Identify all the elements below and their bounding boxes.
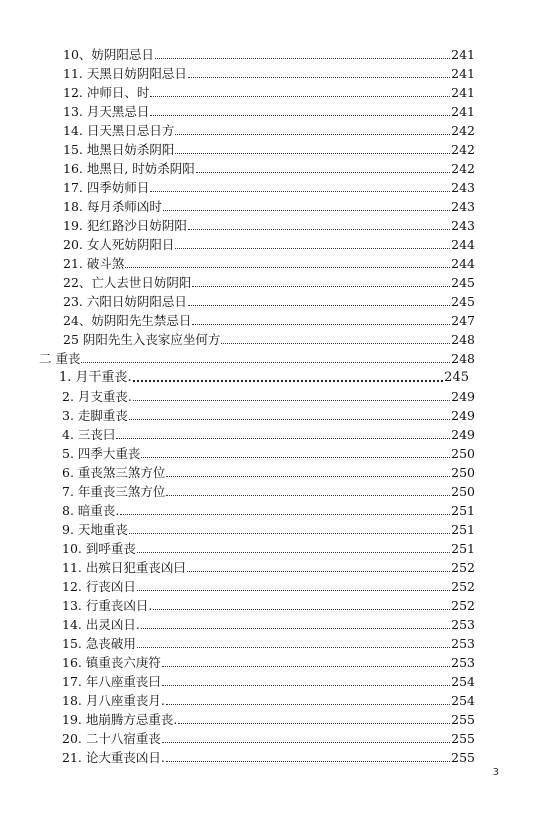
toc-entry-page: 247 [451, 313, 475, 328]
dot-leader [162, 666, 450, 667]
toc-entry[interactable] [62, 462, 475, 480]
toc-entry-page: 255 [451, 731, 475, 746]
toc-entry-title: 12. 行丧凶日 [62, 579, 136, 594]
toc-entry-page: 250 [451, 446, 475, 461]
dot-leader [137, 552, 450, 553]
dot-leader [133, 400, 450, 401]
toc-entry[interactable] [63, 158, 475, 176]
toc-entry-page: 254 [451, 693, 475, 708]
toc-entry-title: 19. 地崩腾方忌重丧. [62, 712, 178, 727]
dot-leader [150, 96, 450, 97]
dot-leader [166, 495, 450, 496]
toc-entry[interactable] [62, 424, 475, 442]
toc-entry-page: 244 [451, 237, 475, 252]
dot-leader [150, 191, 450, 192]
toc-entry-page: 251 [451, 522, 475, 537]
toc-entry-title: 21. 破斗煞 [63, 256, 125, 271]
toc-entry[interactable] [62, 538, 475, 556]
toc-entry[interactable] [62, 386, 475, 404]
toc-entry-page: 252 [451, 579, 475, 594]
dot-leader [175, 153, 450, 154]
page-number: 3 [492, 767, 499, 778]
dot-leader [221, 343, 450, 344]
toc-entry-page: 255 [451, 750, 475, 765]
toc-entry-page: 241 [451, 85, 475, 100]
toc-entry[interactable] [62, 405, 475, 423]
toc-entry[interactable] [62, 671, 475, 689]
toc-entry[interactable] [62, 443, 475, 461]
dot-leader [120, 514, 450, 515]
dot-leader [137, 590, 450, 591]
dot-leader [166, 704, 450, 705]
toc-entry-title: 4. 三丧曰 [62, 427, 116, 442]
toc-entry[interactable] [62, 519, 475, 537]
dot-leader [188, 229, 450, 230]
toc-entry-page: 248 [451, 351, 475, 366]
toc-entry[interactable] [63, 196, 475, 214]
toc-entry-title: 12. 冲师日、时 [63, 85, 150, 100]
toc-entry-page: 241 [451, 47, 475, 62]
toc-entry[interactable] [62, 614, 475, 632]
toc-entry-title: 6. 重丧煞三煞方位 [62, 465, 166, 480]
toc-entry-title: 18. 月八座重丧月. [62, 693, 165, 708]
toc-entry-page: 255 [451, 712, 475, 727]
toc-entry-page: 248 [451, 332, 475, 347]
toc-entry-title: 25 阴阳先生入丧家应坐何方 [63, 332, 221, 347]
toc-entry[interactable] [62, 652, 475, 670]
dot-leader [175, 248, 450, 249]
dot-leader [137, 647, 450, 648]
toc-entry[interactable] [59, 367, 469, 385]
toc-entry[interactable] [62, 500, 475, 518]
toc-entry-title: 2. 月支重丧. [62, 389, 132, 404]
toc-entry-page: 253 [451, 655, 475, 670]
dot-leader [166, 761, 450, 762]
dot-leader [178, 723, 450, 724]
toc-entry-title: 5. 四季大重丧 [62, 446, 141, 461]
toc-entry-title: 16. 镇重丧六庚符 [62, 655, 161, 670]
toc-entry-title: 20. 女人死妨阴阳日 [63, 237, 175, 252]
toc-entry-title: 14. 日天黑日忌日方 [63, 123, 175, 138]
toc-entry[interactable] [62, 728, 475, 746]
toc-entry[interactable] [63, 291, 475, 309]
toc-entry-title: 14. 出灵凶日. [62, 617, 140, 632]
dot-leader [155, 58, 450, 59]
toc-entry-title: 13. 月天黑忌日 [63, 104, 150, 119]
toc-entry-page: 249 [451, 389, 475, 404]
toc-entry[interactable] [63, 101, 475, 119]
toc-entry-title: 13. 行重丧凶日. [62, 598, 153, 613]
dot-leader [162, 685, 450, 686]
dot-leader [81, 362, 450, 363]
toc-entry[interactable] [63, 120, 475, 138]
dot-leader [175, 134, 450, 135]
toc-entry-title: 9. 天地重丧 [62, 522, 128, 537]
dot-leader [116, 438, 450, 439]
toc-entry-title: 17. 四季妨师日 [63, 180, 150, 195]
toc-entry-page: 254 [451, 674, 475, 689]
toc-entry[interactable] [63, 177, 475, 195]
toc-entry-title: 8. 暗重丧. [62, 503, 120, 518]
toc-entry[interactable] [62, 633, 475, 651]
toc-entry-title: 11. 天黑日妨阴阳忌日 [63, 66, 187, 81]
toc-entry-title: 3. 走脚重丧 [62, 408, 128, 423]
dot-leader [192, 286, 450, 287]
toc-entry[interactable] [63, 310, 475, 328]
toc-section-heading[interactable] [39, 348, 475, 366]
toc-entry[interactable] [63, 82, 475, 100]
toc-entry[interactable] [62, 557, 475, 575]
toc-entry-title: 16. 地黑日, 时妨杀阴阳 [63, 161, 195, 176]
toc-entry-page: 243 [451, 218, 475, 233]
toc-entry-title: 18. 每月杀师凶时 [63, 199, 162, 214]
dot-leader [187, 571, 450, 572]
toc-section-title: 二 重丧 [39, 351, 81, 366]
toc-entry[interactable] [63, 253, 475, 271]
dot-leader [129, 419, 450, 420]
toc-entry-page: 251 [451, 503, 475, 518]
toc-entry[interactable] [62, 481, 475, 499]
toc-entry-title: 21. 论大重丧凶日. [62, 750, 165, 765]
toc-entry[interactable] [62, 595, 475, 613]
dot-leader [188, 77, 450, 78]
toc-entry-title: 19. 犯红路沙日妨阴阳 [63, 218, 187, 233]
toc-entry-title: 15. 急丧破用 [62, 636, 136, 651]
toc-entry-title: 11. 出殡日犯重丧凶曰 [62, 560, 186, 575]
toc-entry[interactable] [62, 709, 475, 727]
toc-entry-page: 242 [451, 123, 475, 138]
toc-entry-page: 242 [451, 142, 475, 157]
toc-entry[interactable] [62, 690, 475, 708]
toc-entry[interactable] [63, 63, 475, 81]
dot-leader [166, 476, 450, 477]
toc-entry[interactable] [63, 272, 475, 290]
toc-entry-page: 253 [451, 617, 475, 632]
toc-entry[interactable] [63, 215, 475, 233]
toc-entry-page: 245 [444, 370, 469, 385]
dot-leader [125, 267, 450, 268]
dot-leader [196, 172, 450, 173]
toc-entry-page: 250 [451, 484, 475, 499]
toc-entry-page: 241 [451, 66, 475, 81]
toc-entry-page: 243 [451, 180, 475, 195]
dot-leader [129, 533, 450, 534]
toc-entry-page: 253 [451, 636, 475, 651]
toc-entry-page: 241 [451, 104, 475, 119]
toc-entry-page: 252 [451, 598, 475, 613]
dot-leader [141, 628, 450, 629]
dot-leader [163, 210, 450, 211]
dot-leader [150, 115, 450, 116]
toc-entry-title: 23. 六阳日妨阴阳忌日 [63, 294, 187, 309]
toc-entry-title: 24、妨阴阳先生禁忌日 [63, 313, 192, 328]
toc-entry-title: 22、亡人去世日妨阴阳 [63, 275, 192, 290]
toc-entry-page: 249 [451, 427, 475, 442]
toc-entry-title: 7. 年重丧三煞方位 [62, 484, 166, 499]
toc-entry-title: 1. 月干重丧. [59, 370, 132, 385]
toc-entry[interactable] [62, 576, 475, 594]
toc-entry-title: 10、妨阴阳忌日 [63, 47, 154, 62]
toc-entry[interactable] [63, 234, 475, 252]
toc-entry-page: 243 [451, 199, 475, 214]
toc-entry-page: 245 [451, 275, 475, 290]
toc-entry[interactable] [63, 44, 475, 62]
toc-entry-page: 251 [451, 541, 475, 556]
toc-entry-page: 245 [451, 294, 475, 309]
toc-entry[interactable] [63, 139, 475, 157]
toc-entry-title: 17. 年八座重丧曰 [62, 674, 161, 689]
dot-leader [162, 742, 450, 743]
toc-entry-page: 242 [451, 161, 475, 176]
toc-entry-title: 10. 到呼重丧 [62, 541, 136, 556]
toc-entry-page: 249 [451, 408, 475, 423]
dot-leader [133, 380, 444, 382]
toc-entry-title: 15. 地黑日妨杀阴阳 [63, 142, 175, 157]
toc-entry-page: 252 [451, 560, 475, 575]
toc-entry-page: 250 [451, 465, 475, 480]
dot-leader [192, 324, 450, 325]
dot-leader [153, 609, 450, 610]
dot-leader [141, 457, 450, 458]
toc-entry[interactable] [62, 747, 475, 765]
dot-leader [188, 305, 450, 306]
toc-entry[interactable] [63, 329, 475, 347]
toc-entry-title: 20. 二十八宿重丧 [62, 731, 161, 746]
toc-entry-page: 244 [451, 256, 475, 271]
